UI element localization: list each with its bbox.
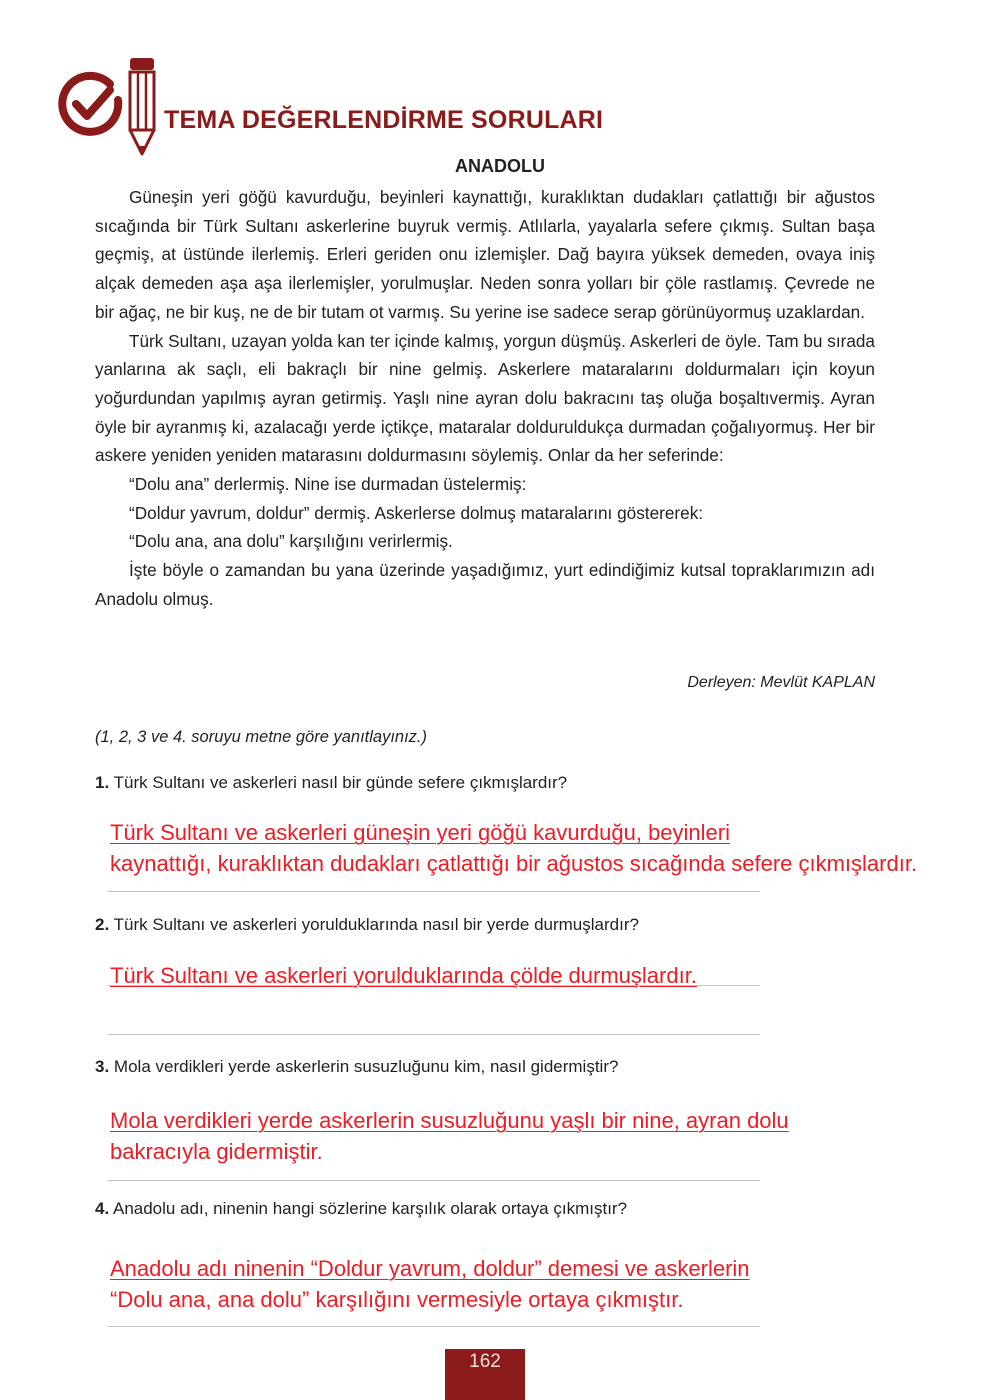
answer-3 xyxy=(110,1105,789,1167)
answer-rule xyxy=(108,891,760,892)
question-text: Mola verdikleri yerde askerlerin susuzluğunu kim, nasıl gidermiştir? xyxy=(113,1057,619,1076)
answer-line: Türk Sultanı ve askerleri yorulduklarında çölde durmuşlardır. xyxy=(110,963,697,988)
story-paragraph: “Dolu ana” derlermiş. Nine ise durmadan üstelermiş: xyxy=(129,474,527,495)
page-number: 162 xyxy=(445,1349,525,1400)
question-4 xyxy=(95,1199,627,1219)
author-credit: Derleyen: Mevlüt KAPLAN xyxy=(687,674,875,691)
answer-2 xyxy=(110,960,697,991)
story-paragraph: “Doldur yavrum, doldur” dermiş. Askerlerse dolmuş mataralarını göstererek: xyxy=(129,502,704,523)
answer-line: “Dolu ana, ana dolu” karşılığını vermesiyle ortaya çıkmıştır. xyxy=(110,1287,684,1312)
question-text: Türk Sultanı ve askerleri yorulduklarında nasıl bir yerde durmuşlardır? xyxy=(113,915,639,934)
question-text: Türk Sultanı ve askerleri nasıl bir günde sefere çıkmışlardır? xyxy=(113,773,568,792)
answer-line: Mola verdikleri yerde askerlerin susuzluğunu yaşlı bir nine, ayran dolu xyxy=(110,1108,789,1133)
answer-4 xyxy=(110,1253,750,1315)
story-title: ANADOLU xyxy=(455,156,545,176)
answer-line: bakracıyla gidermiştir. xyxy=(110,1139,323,1164)
answer-line: Anadolu adı ninenin “Doldur yavrum, doldur” demesi ve askerlerin xyxy=(110,1256,750,1281)
question-number: 2. xyxy=(95,915,110,934)
question-3 xyxy=(95,1057,618,1077)
story-paragraph: Güneşin yeri göğü kavurduğu, beyinleri kaynattığı, kuraklıktan dudakları çatlattığı bir ağustos sıcağında bir Türk Sultanı askerlerine buyruk vermiş. Atlılarla, yayalarla sefere çıkmış. Sultan başa geçmiş, at üstünde ilerlemiş. Erleri geriden onu izlemişler. Dağ bayıra yüksek demeden, ovaya iniş alçak demeden aşa aşa ilerlemişler, yorulmuşlar. Neden sonra yolları bir çöle rastlamış. Çevrede ne bir ağaç, ne bir kuş, ne de bir tutam ot varmış. Su yerine ise sadece serap görünüyormuş uzaklardan. xyxy=(95,187,875,322)
story-paragraph: Türk Sultanı, uzayan yolda kan ter içinde kalmış, yorgun düşmüş. Askerleri de öyle. Tam bu sırada yanlarına ak saçlı, eli bakraçlı bir nine gelmiş. Askerlere mataralarını doldurmaları için koyun yoğurdundan yapılmış ayran getirmiş. Yaşlı nine ayran dolu bakracını taş oluğa boşaltıvermiş. Ayran öyle bir ayranmış ki, azalacağı yerde içtikçe, mataralar dolduruldukça durmadan çoğalıyormuş. Her bir askere yeniden yeniden matarasını doldurmasını söylemiş. Onlar da her seferinde: xyxy=(95,330,875,466)
question-2 xyxy=(95,915,639,935)
story-paragraph: İşte böyle o zamandan bu yana üzerinde yaşadığımız, yurt edindiğimiz kutsal topraklarımızın adı Anadolu olmuş. xyxy=(95,560,875,609)
answer-line: Türk Sultanı ve askerleri güneşin yeri göğü kavurduğu, beyinleri xyxy=(110,820,730,845)
section-title: TEMA DEĞERLENDİRME SORULARI xyxy=(164,106,604,134)
answer-rule xyxy=(108,1180,760,1181)
answer-rule xyxy=(108,1034,760,1035)
instruction-text: (1, 2, 3 ve 4. soruyu metne göre yanıtlayınız.) xyxy=(95,728,427,746)
answer-1 xyxy=(110,817,917,879)
story-paragraph: “Dolu ana, ana dolu” karşılığını verirlermiş. xyxy=(129,531,453,552)
question-number: 4. xyxy=(95,1199,110,1218)
answer-rule xyxy=(108,985,760,986)
section-header xyxy=(58,56,658,156)
story-text xyxy=(95,183,875,614)
question-number: 3. xyxy=(95,1057,110,1076)
answer-line: kaynattığı, kuraklıktan dudakları çatlattığı bir ağustos sıcağında sefere çıkmışlardır. xyxy=(110,851,918,876)
question-number: 1. xyxy=(95,773,110,792)
check-pencil-icon xyxy=(58,56,158,156)
question-1 xyxy=(95,773,567,793)
question-text: Anadolu adı, ninenin hangi sözlerine karşılık olarak ortaya çıkmıştır? xyxy=(112,1199,628,1218)
answer-rule xyxy=(108,1326,760,1327)
